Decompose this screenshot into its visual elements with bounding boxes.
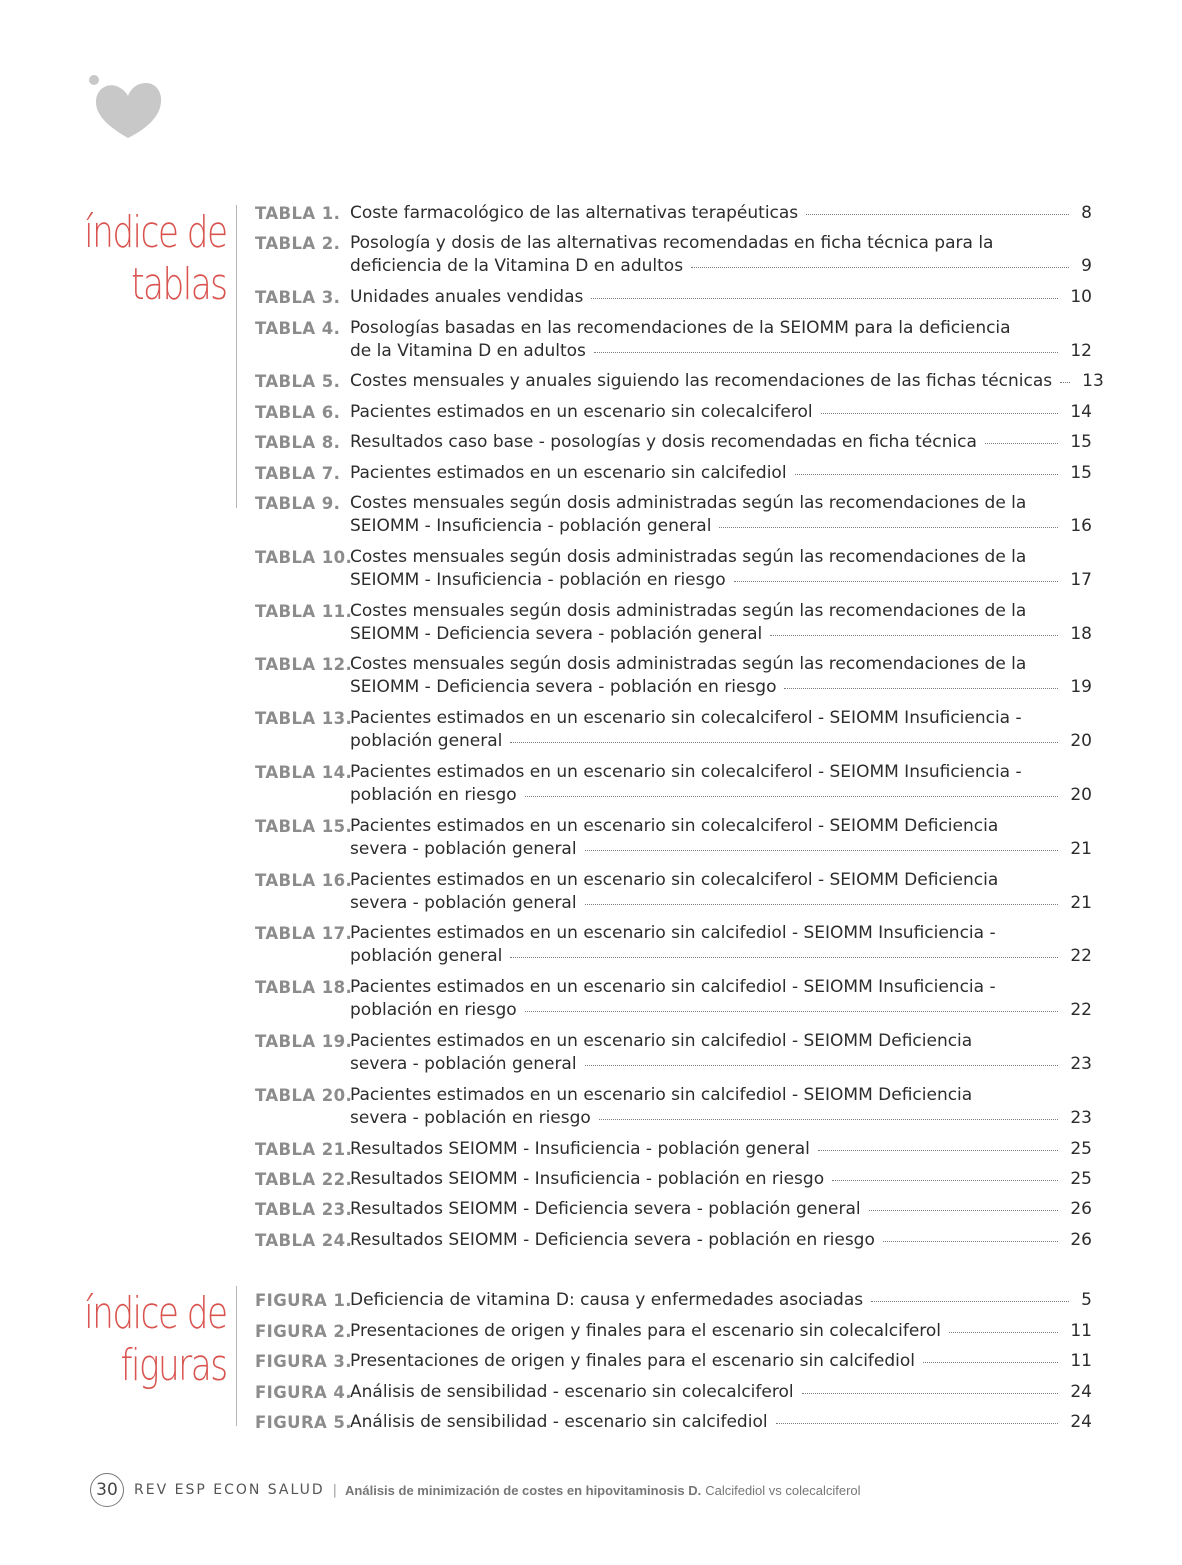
heart-logo-icon: [86, 72, 166, 142]
toc-entry-body: [350, 492, 1092, 538]
toc-entry-title: de la Vitamina D en adultos: [350, 340, 586, 361]
toc-entry-body: [350, 232, 1092, 278]
toc-entry-page: 21: [1070, 838, 1092, 859]
toc-entry-label: TABLA 7.: [255, 463, 341, 483]
toc-entry-body: [350, 317, 1092, 363]
toc-entry-page: 23: [1070, 1107, 1092, 1128]
toc-entry-last-line: [350, 515, 1092, 538]
figures-title-line2: figuras: [120, 1340, 227, 1391]
dot-leader: [599, 1119, 1059, 1120]
toc-entry-page: 11: [1070, 1320, 1092, 1341]
toc-entry-title: Resultados SEIOMM - Insuficiencia - población general: [350, 1138, 810, 1159]
toc-entry-title-line: Pacientes estimados en un escenario sin colecalciferol - SEIOMM Insuficiencia -: [350, 762, 1022, 782]
toc-entry-last-line: [350, 401, 1092, 424]
toc-entry-title-line: Costes mensuales según dosis administradas según las recomendaciones de la: [350, 546, 1027, 567]
toc-entry-last-line: [350, 1350, 1092, 1373]
toc-entry-body: [350, 922, 1092, 968]
toc-entry-last-line: [350, 1411, 1092, 1434]
toc-entry-label: FIGURA 3.: [255, 1352, 352, 1372]
toc-entry-label: TABLA 6.: [255, 402, 341, 422]
toc-entry-body: [350, 401, 1092, 424]
tables-section-title: [85, 207, 227, 311]
toc-entry-title: Deficiencia de vitamina D: causa y enfermedades asociadas: [350, 1290, 864, 1310]
toc-entry-page: 8: [1081, 203, 1092, 223]
dot-leader: [585, 1065, 1059, 1066]
toc-entry-label: TABLA 5.: [255, 372, 341, 392]
toc-entry-page: 19: [1070, 677, 1092, 698]
toc-entry-label: TABLA 1.: [255, 204, 341, 223]
dot-leader: [802, 1393, 1059, 1394]
toc-entry-page: 25: [1070, 1138, 1092, 1159]
toc-entry-title-line: Pacientes estimados en un escenario sin calcifediol - SEIOMM Deficiencia: [350, 1031, 973, 1051]
toc-entry-body: [350, 1289, 1092, 1312]
dot-leader: [832, 1180, 1058, 1181]
toc-entry-page: 11: [1070, 1351, 1092, 1372]
toc-entry-label: TABLA 11.: [255, 601, 353, 621]
toc-entry-body: [350, 202, 1092, 225]
toc-entry-body: [350, 815, 1092, 861]
toc-entry-body: [350, 431, 1092, 454]
toc-entry-title-line: Pacientes estimados en un escenario sin colecalciferol - SEIOMM Insuficiencia -: [350, 708, 1022, 729]
toc-entry-label: TABLA 3.: [255, 288, 341, 308]
toc-entry-label: TABLA 24.: [255, 1230, 353, 1250]
toc-entry-body: [350, 1381, 1092, 1404]
toc-entry-body: [350, 462, 1092, 485]
toc-entry-last-line: [350, 370, 1104, 393]
toc-entry-title: SEIOMM - Insuficiencia - población general: [350, 516, 712, 536]
toc-entry-title: severa - población en riesgo: [350, 1107, 591, 1128]
toc-entry-label: TABLA 15.: [255, 816, 353, 836]
toc-entry-last-line: [350, 1138, 1092, 1161]
toc-entry-label: TABLA 2.: [255, 234, 341, 254]
toc-entry-label: TABLA 21.: [255, 1139, 353, 1159]
toc-entry-last-line: [350, 569, 1092, 592]
tables-divider: [236, 205, 237, 508]
toc-entry-page: 20: [1070, 731, 1092, 752]
page-number: 30: [90, 1473, 124, 1507]
toc-entry-page: 17: [1070, 569, 1092, 590]
dot-leader: [776, 1423, 1059, 1424]
toc-entry-title: Resultados SEIOMM - Deficiencia severa - población general: [350, 1199, 861, 1220]
toc-entry-page: 16: [1070, 516, 1092, 536]
toc-entry-title: población en riesgo: [350, 785, 517, 805]
toc-entry-label: TABLA 22.: [255, 1170, 353, 1189]
toc-entry-body: [350, 370, 1104, 393]
toc-entry-page: 21: [1070, 892, 1092, 913]
dot-leader: [949, 1332, 1058, 1333]
toc-entry-title-line: Costes mensuales según dosis administradas según las recomendaciones de la: [350, 600, 1027, 621]
toc-entry-title: severa - población general: [350, 892, 577, 913]
toc-entry-page: 14: [1070, 401, 1092, 422]
toc-entry-label: TABLA 16.: [255, 870, 353, 890]
toc-entry-body: [350, 1168, 1092, 1191]
toc-entry-title: Presentaciones de origen y finales para el escenario sin colecalciferol: [350, 1320, 942, 1341]
toc-entry-last-line: [350, 255, 1092, 278]
toc-entry-body: [350, 286, 1092, 309]
toc-entry-body: [350, 761, 1092, 807]
toc-entry-label: TABLA 18.: [255, 978, 353, 998]
toc-entry-page: 26: [1070, 1229, 1092, 1250]
dot-leader: [871, 1301, 1069, 1302]
toc-entry-label: TABLA 19.: [255, 1032, 353, 1051]
toc-entry-label: TABLA 8.: [255, 433, 341, 453]
toc-entry-last-line: [350, 999, 1092, 1022]
toc-entry-title-line: Posología y dosis de las alternativas recomendadas en ficha técnica para la: [350, 233, 994, 254]
toc-entry-page: 22: [1070, 1000, 1092, 1021]
toc-entry-page: 25: [1070, 1169, 1092, 1189]
toc-entry-title: severa - población general: [350, 1054, 577, 1074]
dot-leader: [1060, 382, 1070, 383]
toc-entry-title-line: Posologías basadas en las recomendaciones de la SEIOMM para la deficiencia: [350, 317, 1011, 338]
article-title: Análisis de minimización de costes en hipovitaminosis D.: [345, 1482, 702, 1498]
dot-leader: [691, 267, 1069, 268]
toc-entry-title-line: Pacientes estimados en un escenario sin calcifediol - SEIOMM Deficiencia: [350, 1084, 973, 1105]
tables-title-line1: índice de: [84, 207, 227, 258]
toc-entry-body: [350, 1229, 1092, 1252]
toc-entry-page: 15: [1070, 462, 1092, 483]
toc-entry-page: 12: [1070, 340, 1092, 361]
toc-entry-title-line: Costes mensuales según dosis administradas según las recomendaciones de la: [350, 654, 1027, 675]
toc-entry-body: [350, 1138, 1092, 1161]
dot-leader: [591, 298, 1058, 299]
toc-entry-label: TABLA 4.: [255, 318, 341, 338]
toc-entry-last-line: [350, 1229, 1092, 1252]
dot-leader: [585, 904, 1059, 905]
footer-separator: |: [332, 1482, 338, 1498]
toc-entry-last-line: [350, 340, 1092, 363]
toc-entry-last-line: [350, 1168, 1092, 1191]
dot-leader: [734, 581, 1059, 582]
toc-entry-body: [350, 600, 1092, 646]
toc-entry-body: [350, 976, 1092, 1022]
toc-entry-page: 22: [1070, 946, 1092, 967]
toc-entry-title: Costes mensuales y anuales siguiendo las recomendaciones de las fichas técnicas: [350, 371, 1053, 392]
toc-entry-title: Pacientes estimados en un escenario sin calcifediol: [350, 462, 787, 483]
dot-leader: [883, 1241, 1058, 1242]
dot-leader: [869, 1210, 1059, 1211]
dot-leader: [818, 1150, 1059, 1151]
toc-entry-label: FIGURA 2.: [255, 1321, 352, 1341]
toc-entry-last-line: [350, 1053, 1092, 1076]
toc-entry-last-line: [350, 1289, 1092, 1312]
toc-entry-page: 26: [1070, 1199, 1092, 1220]
dot-leader: [525, 796, 1059, 797]
toc-entry-body: [350, 1084, 1092, 1130]
tables-title-line2: tablas: [131, 259, 227, 310]
toc-entry-last-line: [350, 892, 1092, 915]
article-subtitle: Calcifediol vs colecalciferol: [705, 1482, 861, 1498]
toc-entry-title-line: Pacientes estimados en un escenario sin colecalciferol - SEIOMM Deficiencia: [350, 815, 999, 836]
toc-entry-title-line: Costes mensuales según dosis administradas según las recomendaciones de la: [350, 493, 1027, 513]
dot-leader: [770, 635, 1058, 636]
toc-entry-label: TABLA 13.: [255, 709, 353, 729]
figures-divider: [236, 1286, 237, 1426]
toc-entry-title: población general: [350, 946, 503, 967]
toc-entry-title: SEIOMM - Insuficiencia - población en riesgo: [350, 569, 726, 590]
dot-leader: [510, 742, 1058, 743]
toc-entry-label: TABLA 12.: [255, 655, 353, 675]
toc-entry-label: TABLA 9.: [255, 494, 341, 513]
toc-entry-label: TABLA 10.: [255, 547, 353, 567]
toc-entry-title-line: Pacientes estimados en un escenario sin calcifediol - SEIOMM Insuficiencia -: [350, 923, 996, 944]
toc-entry-title: deficiencia de la Vitamina D en adultos: [350, 256, 684, 277]
toc-entry-title: Pacientes estimados en un escenario sin colecalciferol: [350, 401, 813, 422]
toc-entry-title: Resultados SEIOMM - Insuficiencia - población en riesgo: [350, 1169, 825, 1189]
toc-entry-title: severa - población general: [350, 838, 577, 859]
toc-entry-title: Análisis de sensibilidad - escenario sin colecalciferol: [350, 1381, 794, 1402]
toc-entry-title: Unidades anuales vendidas: [350, 287, 584, 308]
toc-entry-last-line: [350, 1320, 1092, 1343]
toc-entry-body: [350, 1411, 1092, 1434]
dot-leader: [585, 850, 1059, 851]
toc-entry-last-line: [350, 838, 1092, 861]
toc-entry-body: [350, 653, 1092, 699]
dot-leader: [985, 443, 1058, 444]
toc-entry-body: [350, 1320, 1092, 1343]
toc-entry-body: [350, 869, 1092, 915]
figures-section-title: [85, 1288, 227, 1392]
dot-leader: [806, 214, 1069, 215]
toc-entry-page: 18: [1070, 623, 1092, 644]
toc-entry-label: TABLA 17.: [255, 924, 353, 944]
toc-entry-title: Resultados SEIOMM - Deficiencia severa - población en riesgo: [350, 1229, 875, 1250]
dot-leader: [719, 527, 1058, 528]
toc-entry-page: 15: [1070, 432, 1092, 453]
toc-entry-last-line: [350, 1198, 1092, 1221]
toc-entry-title: Análisis de sensibilidad - escenario sin calcifediol: [350, 1412, 768, 1433]
dot-leader: [525, 1011, 1059, 1012]
toc-entry-title: Coste farmacológico de las alternativas terapéuticas: [350, 203, 799, 223]
figures-title-line1: índice de: [84, 1288, 227, 1339]
toc-entry-last-line: [350, 431, 1092, 454]
toc-entry-last-line: [350, 676, 1092, 699]
toc-entry-last-line: [350, 784, 1092, 807]
toc-entry-label: TABLA 14.: [255, 763, 353, 782]
toc-entry-last-line: [350, 623, 1092, 646]
toc-entry-page: 23: [1070, 1054, 1092, 1074]
toc-entry-last-line: [350, 1107, 1092, 1130]
toc-entry-last-line: [350, 945, 1092, 968]
dot-leader: [510, 957, 1058, 958]
toc-entry-title: SEIOMM - Deficiencia severa - población general: [350, 623, 763, 644]
toc-entry-page: 20: [1070, 785, 1092, 805]
toc-entry-title: población general: [350, 731, 503, 752]
toc-entry-body: [350, 1198, 1092, 1221]
toc-entry-body: [350, 1350, 1092, 1373]
toc-entry-page: 24: [1070, 1412, 1092, 1433]
toc-entry-title: Resultados caso base - posologías y dosis recomendadas en ficha técnica: [350, 432, 977, 453]
toc-entry-page: 5: [1081, 1290, 1092, 1310]
toc-entry-page: 10: [1070, 287, 1092, 308]
toc-entry-title: población en riesgo: [350, 1000, 517, 1021]
toc-entry-page: 9: [1081, 256, 1092, 277]
toc-entry-body: [350, 707, 1092, 753]
toc-entry-label: TABLA 23.: [255, 1200, 353, 1220]
toc-entry-last-line: [350, 286, 1092, 309]
dot-leader: [821, 413, 1059, 414]
toc-entry-label: FIGURA 4.: [255, 1382, 352, 1402]
toc-entry-label: TABLA 20.: [255, 1085, 353, 1105]
dot-leader: [594, 352, 1058, 353]
toc-entry-body: [350, 1030, 1092, 1076]
toc-entry-label: FIGURA 5.: [255, 1413, 352, 1433]
toc-entry-last-line: [350, 202, 1092, 225]
toc-entry-title: Presentaciones de origen y finales para el escenario sin calcifediol: [350, 1351, 916, 1372]
dot-leader: [784, 688, 1058, 689]
dot-leader: [923, 1362, 1058, 1363]
page-footer: [90, 1472, 861, 1508]
journal-name: REV ESP ECON SALUD: [134, 1482, 325, 1498]
dot-leader: [795, 474, 1059, 475]
toc-entry-last-line: [350, 730, 1092, 753]
toc-entry-last-line: [350, 1381, 1092, 1404]
toc-entry-title-line: Pacientes estimados en un escenario sin calcifediol - SEIOMM Insuficiencia -: [350, 977, 996, 998]
toc-entry-title: SEIOMM - Deficiencia severa - población en riesgo: [350, 677, 777, 698]
toc-entry-page: 13: [1082, 371, 1104, 392]
toc-entry-title-line: Pacientes estimados en un escenario sin colecalciferol - SEIOMM Deficiencia: [350, 869, 999, 890]
toc-entry-body: [350, 546, 1092, 592]
toc-entry-last-line: [350, 462, 1092, 485]
toc-entry-label: FIGURA 1.: [255, 1291, 352, 1310]
toc-entry-page: 24: [1070, 1381, 1092, 1402]
